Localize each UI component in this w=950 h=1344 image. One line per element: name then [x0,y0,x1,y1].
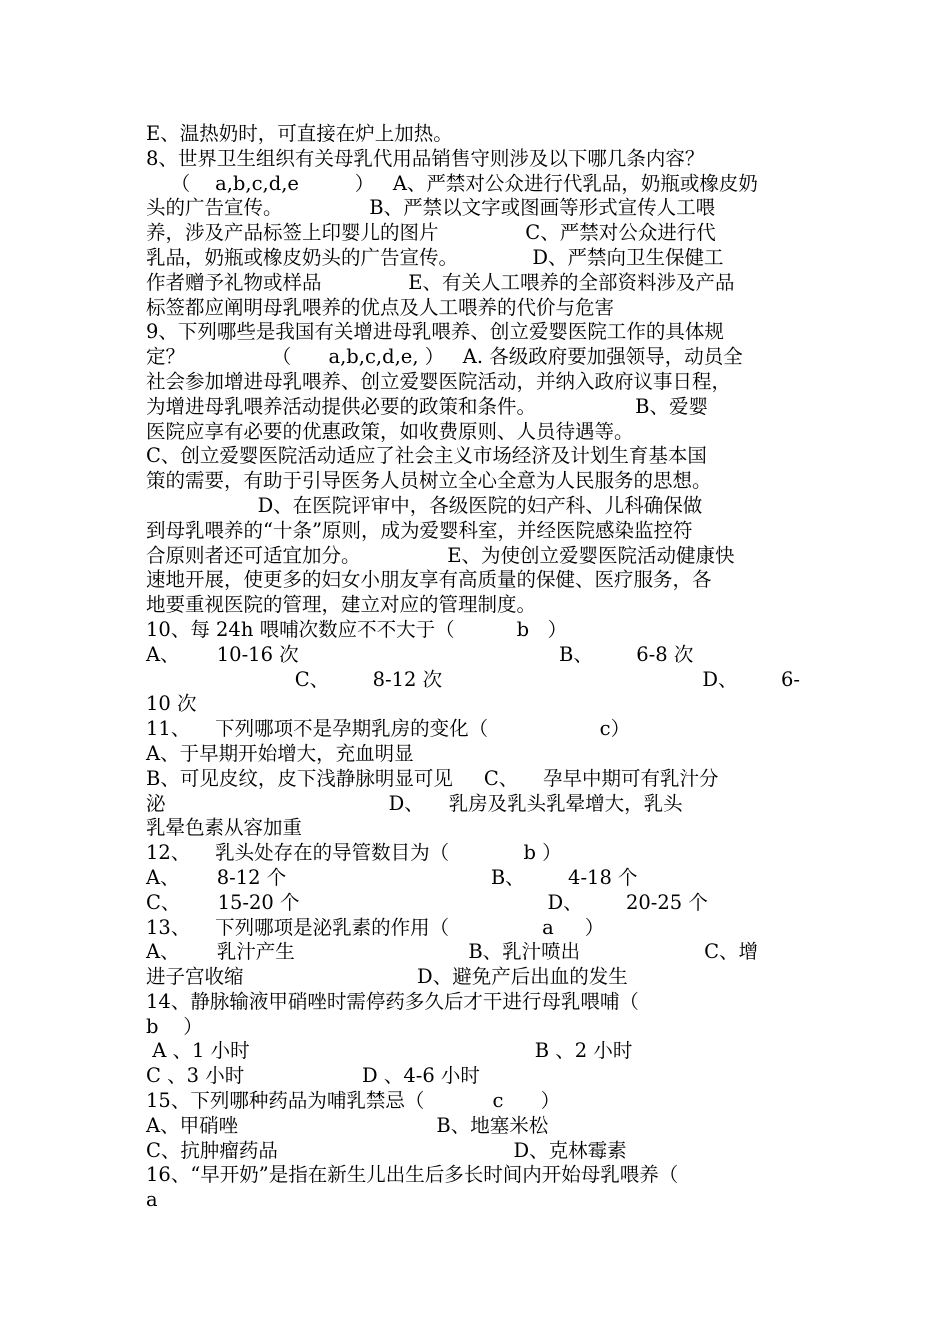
question-15: 15、下列哪种药品为哺乳禁忌（ c ） [146,1089,561,1113]
text-line: B、可见皮纹，皮下浅静脉明显可见 C、 孕早中期可有乳汁分 [146,766,719,790]
text-line: 乳晕色素从容加重 [146,816,303,840]
text-line: 速地开展，使更多的妇女小朋友享有高质量的保健、医疗服务，各 [146,568,712,592]
question-11: 11、 下列哪项不是孕期乳房的变化（ c） [146,717,631,741]
text-line: A、于早期开始增大，充血明显 [146,741,414,765]
text-line: C、 15-20 个 D、 20-25 个 [146,890,708,914]
text-line: 泌 D、 乳房及乳头乳晕增大，乳头 [146,791,683,815]
text-line: A、 8-12 个 B、 4-18 个 [146,865,638,889]
text-line: 到母乳喂养的“十条”原则，成为爱婴科室，并经医院感染监控符 [146,518,693,542]
text-line: 社会参加增进母乳喂养、创立爱婴医院活动，并纳入政府议事日程， [146,369,732,393]
text-line: 进子宫收缩 D、避免产后出血的发生 [146,965,628,989]
text-line: 10 次 [146,692,197,716]
text-line: C、抗肿瘤药品 D、克林霉素 [146,1138,627,1162]
question-10: 10、每 24h 喂哺次数应不不大于（ b ） [146,617,568,641]
question-9: 9、下列哪些是我国有关增进母乳喂养、创立爱婴医院工作的具体规 [146,320,724,344]
text-line: 策的需要，有助于引导医务人员树立全心全意为人民服务的思想。 [146,469,712,493]
text-line: 为增进母乳喂养活动提供必要的政策和条件。 B、爱婴 [146,394,709,418]
text-line: C 、3 小时 D 、4-6 小时 [146,1064,480,1088]
text-line: A、甲硝唑 B、地塞米松 [146,1113,549,1137]
text-line: D、在医院评审中，各级医院的妇产科、儿科确保做 [146,493,703,517]
text-line: 医院应享有必要的优惠政策，如收费原则、人员待遇等。 [146,419,634,443]
text-line: 标签都应阐明母乳喂养的优点及人工喂养的代价与危害 [146,295,615,319]
question-12: 12、 乳头处存在的导管数目为（ b ） [146,841,562,865]
text-line: A、 乳汁产生 B、乳汁喷出 C、增 [146,940,759,964]
text-line: 地要重视医院的管理，建立对应的管理制度。 [146,593,537,617]
text-line: 乳品，奶瓶或橡皮奶头的广告宣传。 D、严禁向卫生保健工 [146,245,724,269]
question-8: 8、世界卫生组织有关母乳代用品销售守则涉及以下哪几条内容？ [146,146,705,170]
text-line: 合原则者还可适宜加分。 E、为使创立爱婴医院活动健康快 [146,543,735,567]
text-line: 养，涉及产品标签上印婴儿的图片 C、严禁对公众进行代 [146,221,716,245]
text-line: b ） [146,1014,203,1038]
question-16: 16、“早开奶”是指在新生儿出生后多长时间内开始母乳喂养（ [146,1163,679,1187]
text-line: A 、1 小时 B 、2 小时 [146,1039,633,1063]
text-line: （ a,b,c,d,e ） A、严禁对公众进行代乳品，奶瓶或橡皮奶 [146,171,758,195]
question-14: 14、静脉输液甲硝唑时需停药多久后才干进行母乳喂哺（ [146,989,639,1013]
question-13: 13、 下列哪项是泌乳素的作用（ a ） [146,915,605,939]
text-line: E、温热奶时，可直接在炉上加热。 [146,122,453,145]
text-line: A、 10-16 次 B、 6-8 次 [146,642,694,666]
text-line: 作者赠予礼物或样品 E、有关人工喂养的全部资料涉及产品 [146,270,735,294]
text-line: C、 8-12 次 D、 6- [146,667,800,691]
document-text [146,122,811,1213]
text-line: 定？ （ a,b,c,d,e, ） A. 各级政府要加强领导，动员全 [146,345,743,369]
text-line: a [146,1188,158,1212]
text-line: C、创立爱婴医院活动适应了社会主义市场经济及计划生育基本国 [146,444,707,468]
text-line: 头的广告宣传。 B、严禁以文字或图画等形式宣传人工喂 [146,196,716,220]
